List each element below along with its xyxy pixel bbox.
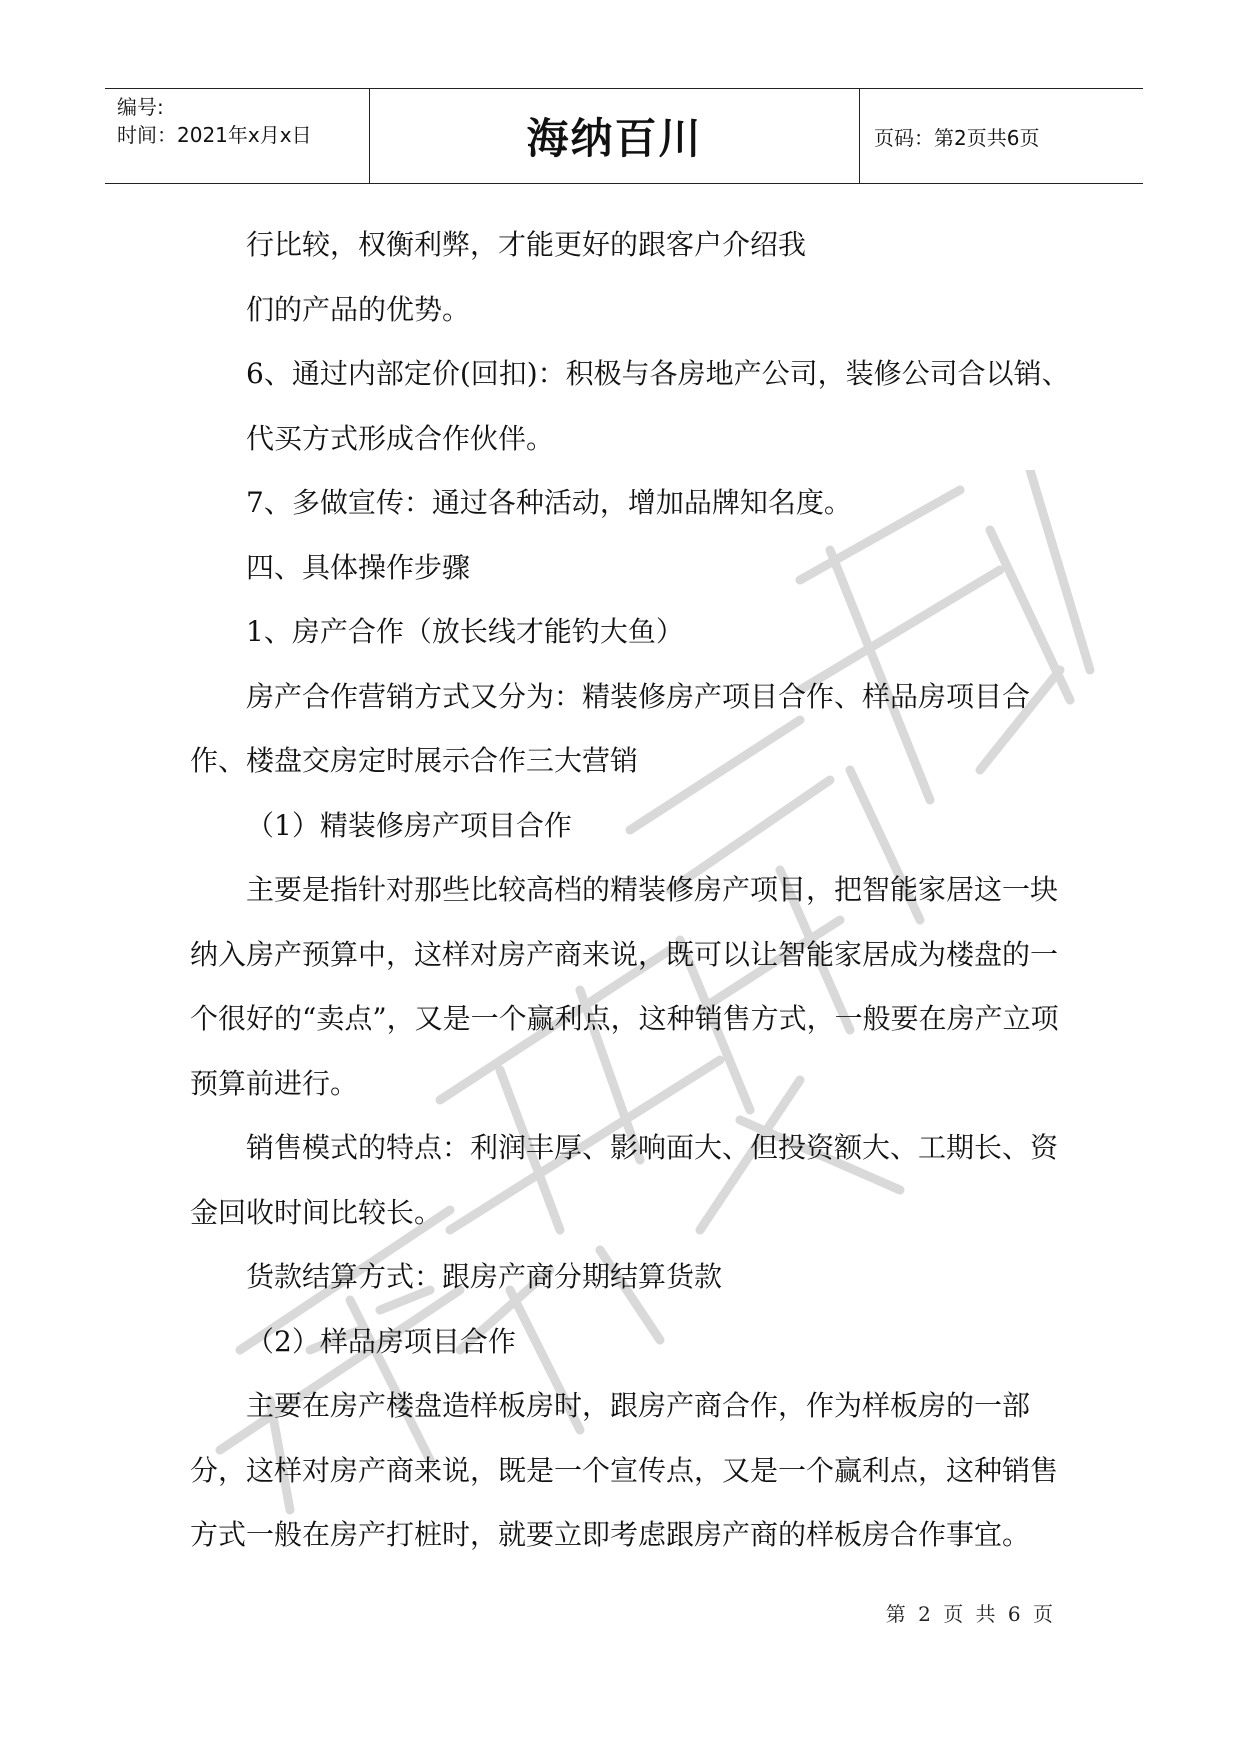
document-header — [105, 88, 1143, 184]
header-brand-cell — [370, 89, 860, 183]
paragraph-3: 6、通过内部定价(回扣)：积极与各房地产公司，装修公司合以销、代买方式形成合作伙伴。 — [246, 357, 1070, 455]
paragraph-13: 主要在房产楼盘造样板房时，跟房产商合作，作为样板房的一部分，这样对房产商来说，既是一个宣传点，又是一个赢利点，这种销售方式一般在房产打桩时，就要立即考虑跟房产商的样板房合作事宜。 — [190, 1389, 1059, 1551]
header-page-cell — [860, 89, 1143, 183]
section-heading-4: 四、具体操作步骤 — [246, 550, 471, 584]
paragraph-1: 行比较，权衡利弊，才能更好的跟客户介绍我 — [246, 228, 807, 261]
paragraph-2: 们的产品的优势。 — [246, 292, 471, 326]
paragraph-7: 房产合作营销方式又分为：精装修房产项目合作、样品房项目合作、楼盘交房定时展示合作三大营销 — [190, 679, 1031, 777]
paragraph-10: 销售模式的特点：利润丰厚、影响面大、但投资额大、工期长、资金回收时间比较长。 — [190, 1131, 1059, 1229]
subsection-heading-1: 1、房产合作（放长线才能钓大鱼） — [246, 615, 684, 648]
page-footer: 第 2 页 共 6 页 — [885, 1602, 1056, 1626]
document-time-label: 时间：2021年x月x日 — [117, 123, 312, 147]
item-heading-2: （2）样品房项目合作 — [246, 1324, 516, 1358]
document-body — [190, 213, 1070, 1568]
paragraph-4: 7、多做宣传：通过各种活动，增加品牌知名度。 — [246, 486, 852, 519]
paragraph-11: 货款结算方式：跟房产商分期结算货款 — [246, 1260, 723, 1293]
item-heading-1: （1）精装修房产项目合作 — [246, 808, 572, 842]
header-page-number: 页码：第2页共6页 — [874, 125, 1040, 150]
document-number-label: 编号: — [117, 95, 164, 119]
brand-title: 海纳百川 — [526, 114, 703, 163]
header-meta-cell — [105, 89, 370, 183]
paragraph-9: 主要是指针对那些比较高档的精装修房产项目，把智能家居这一块纳入房产预算中，这样对房产商来说，既可以让智能家居成为楼盘的一个很好的“卖点”，又是一个赢利点，这种销售方式，一般要在房产立项预算前进行。 — [190, 873, 1059, 1100]
